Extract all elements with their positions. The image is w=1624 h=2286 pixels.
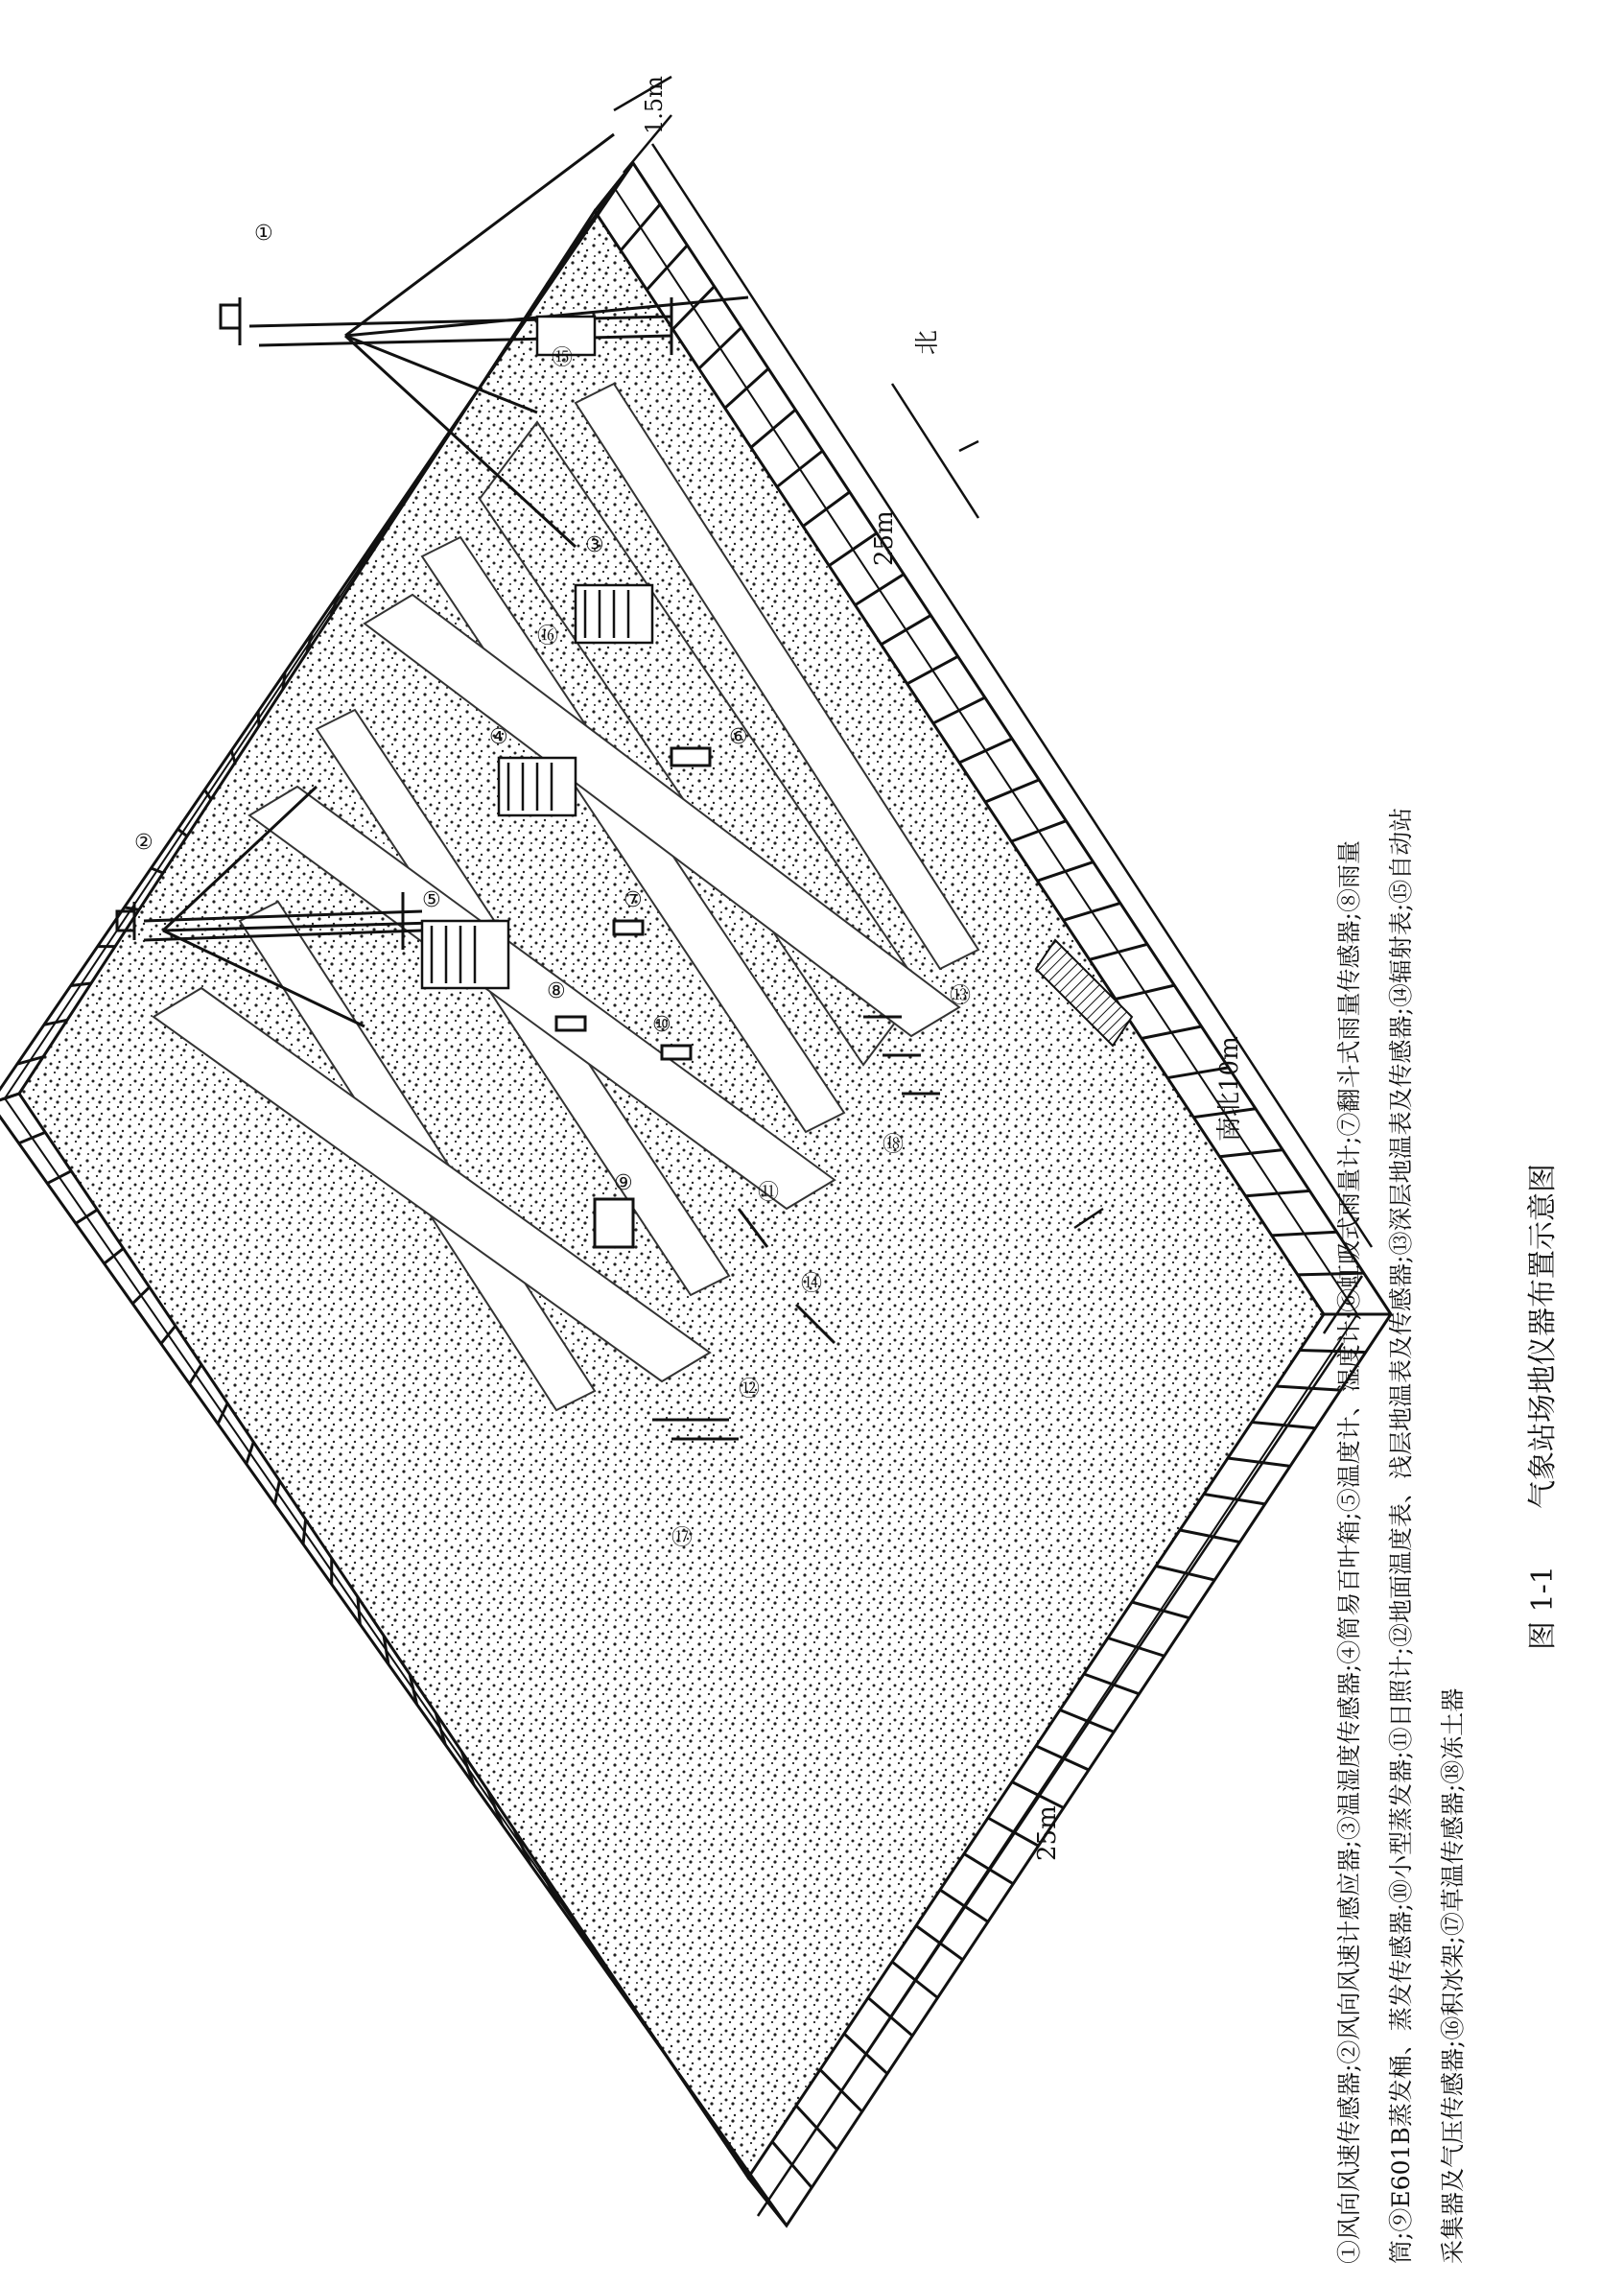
fence-post bbox=[1090, 944, 1147, 959]
figure-number: 图 1-1 bbox=[1526, 1566, 1560, 1650]
fence-post bbox=[725, 368, 768, 408]
marker-12: ⑫ bbox=[739, 1378, 761, 1402]
shelter-4 bbox=[499, 758, 576, 815]
fence-post bbox=[47, 1171, 71, 1184]
fence-post bbox=[1084, 1674, 1140, 1694]
fence-post bbox=[132, 1287, 150, 1304]
fence-post bbox=[803, 492, 850, 527]
fence-post bbox=[0, 1094, 19, 1103]
fence-post bbox=[1064, 903, 1120, 920]
fence-post bbox=[76, 1210, 98, 1223]
marker-6: ⑥ bbox=[729, 725, 748, 749]
shelter-5 bbox=[422, 921, 508, 988]
marker-7: ⑦ bbox=[624, 888, 643, 912]
marker-2: ② bbox=[134, 831, 153, 855]
fence-post bbox=[1012, 1782, 1064, 1808]
marker-10: ⑩ bbox=[652, 1013, 671, 1037]
dim-bottom-length: 25m bbox=[1033, 1805, 1062, 1861]
marker-15: ⑮ bbox=[552, 346, 574, 370]
marker-14: ⑭ bbox=[801, 1272, 823, 1296]
fence-post bbox=[672, 287, 714, 330]
fence-post bbox=[303, 1520, 306, 1544]
fence-post bbox=[125, 907, 139, 910]
fence-post bbox=[218, 1403, 227, 1424]
legend-line-1: ①风向风速传感器;②风向风速计感应器;③温湿度传感器;④简易百叶箱;⑤温度计、湿度计;⑥虹吸式雨量计;⑦翻斗式雨量传感器;⑧雨量 bbox=[1335, 840, 1363, 2264]
fence-post bbox=[940, 1890, 988, 1921]
fence-post bbox=[1252, 1423, 1315, 1428]
marker-18: ⑱ bbox=[883, 1133, 905, 1157]
dim-south-width: 南北10m bbox=[1215, 1036, 1244, 1142]
fence-post bbox=[1219, 1150, 1283, 1157]
shelter-3 bbox=[576, 585, 652, 643]
fence-post bbox=[1246, 1190, 1310, 1195]
legend-line-2: 筒;⑨E601B蒸发桶、蒸发传感器;⑩小型蒸发器;⑪日照计;⑫地面温度表、浅层地温表及传感器;⑬深层地温表及传感器;⑭辐射表;⑮自动站 bbox=[1387, 807, 1415, 2264]
fence-post bbox=[1204, 1495, 1265, 1504]
fence-post bbox=[933, 697, 985, 723]
anemometer-head-1 bbox=[221, 297, 240, 345]
fence-post bbox=[647, 246, 687, 290]
fence-post bbox=[1228, 1458, 1290, 1466]
fence-post bbox=[1011, 821, 1066, 841]
dim-margin: 1.5m bbox=[641, 76, 668, 134]
fence-post bbox=[274, 1481, 279, 1504]
fence-post bbox=[882, 615, 931, 644]
fence-post bbox=[916, 1926, 963, 1960]
fence-post bbox=[988, 1818, 1039, 1846]
marker-16: ⑯ bbox=[537, 625, 559, 648]
marker-4: ④ bbox=[489, 725, 508, 749]
fence-post bbox=[105, 1248, 124, 1263]
marker-17: ⑰ bbox=[671, 1526, 694, 1550]
fence-post bbox=[231, 751, 235, 764]
fence-post bbox=[283, 672, 285, 690]
fence-post bbox=[1060, 1710, 1114, 1732]
fence-post bbox=[247, 1442, 254, 1464]
fence-post bbox=[1037, 862, 1093, 882]
figure-title: 气象站场地仪器布置示意图 bbox=[1526, 1164, 1560, 1510]
fence-post bbox=[1036, 1746, 1089, 1770]
marker-3: ③ bbox=[585, 533, 604, 557]
fence-post bbox=[1116, 985, 1174, 999]
legend-line-3: 采集器及气压传感器;⑯积冰架;⑰草温传感器;⑱冻土器 bbox=[1439, 1687, 1467, 2264]
fence-post bbox=[19, 1132, 46, 1143]
north-label: 北 bbox=[913, 329, 942, 355]
fence-post bbox=[177, 829, 187, 837]
fence-post bbox=[964, 1854, 1013, 1884]
fence-post bbox=[985, 780, 1039, 802]
fence-post bbox=[595, 163, 633, 211]
fence-post bbox=[777, 451, 823, 487]
fence-post bbox=[855, 575, 904, 605]
marker-9: ⑨ bbox=[614, 1171, 633, 1195]
fence-post bbox=[699, 327, 741, 368]
caption-block bbox=[1324, 96, 1612, 2264]
fence-post bbox=[907, 656, 958, 684]
fence-post bbox=[258, 712, 259, 726]
dim-top-length: 25m bbox=[870, 510, 899, 566]
marker-8: ⑧ bbox=[547, 979, 566, 1003]
fence-post bbox=[751, 410, 795, 447]
marker-13: ⑬ bbox=[950, 984, 972, 1008]
marker-11: ⑪ bbox=[758, 1181, 780, 1205]
marker-1: ① bbox=[254, 222, 273, 246]
fence-post bbox=[1142, 1026, 1202, 1039]
marker-5: ⑤ bbox=[422, 888, 441, 912]
fence-post bbox=[621, 204, 660, 250]
fence-post bbox=[959, 739, 1012, 763]
